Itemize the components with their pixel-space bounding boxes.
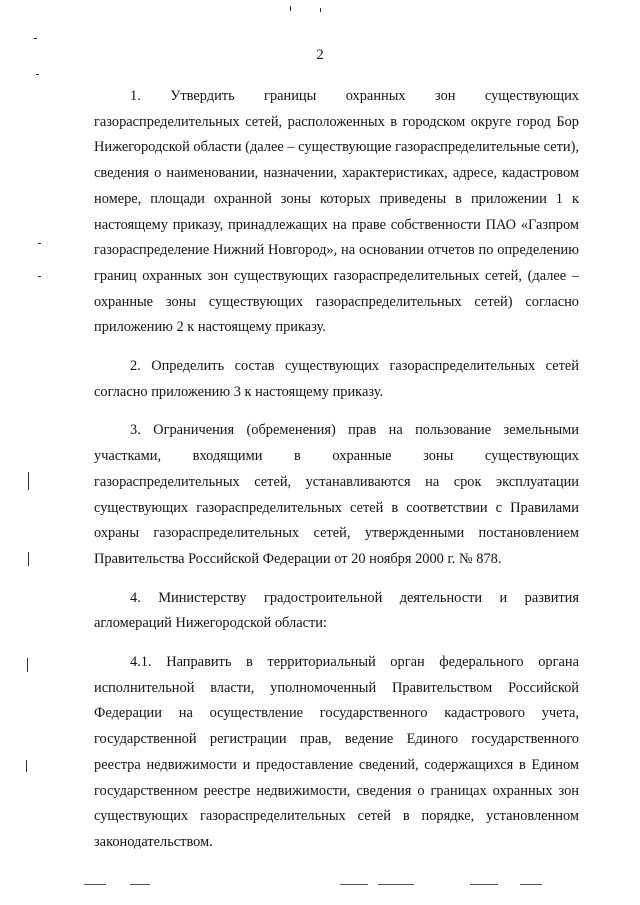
scan-mark (84, 884, 106, 885)
paragraph-4-1: 4.1. Направить в территориальный орган федерального органа исполнительной власти, уполномоченный Правительством Российской Федерации на осуществление государственного кадастрового учета, государственной регистрации прав, ведение Единого государственного реестра недвижимости и предоставление сведений, содержащихся в Едином государственном реестре недвижимости, сведения о границах охранных зон существующих газораспределительных сетей в порядке, установленном законодательством. (94, 654, 579, 850)
document-body (94, 84, 579, 856)
scan-mark (34, 38, 37, 39)
scan-mark (27, 658, 28, 672)
scan-mark (290, 6, 291, 11)
paragraph-1: 1. Утвердить границы охранных зон существующих газораспределительных сетей, расположенных в городском округе город Бор Нижегородской области (далее – существующие газораспределительные сети), сведения о наименовании, назначении, характеристиках, адресе, кадастровом номере, площади охранной зоны которых приведены в приложении 1 к настоящему приказу, принадлежащих на праве собственности ПАО «Газпром газораспределение Нижний Новгород», на основании отчетов по определению границ охранных зон существующих газораспределительных сетей, (далее – охранные зоны существующих газораспределительных сетей) согласно приложению 2 к настоящему приказу. (94, 88, 579, 336)
scan-mark (28, 552, 29, 566)
scan-mark (520, 884, 542, 885)
scan-mark (38, 243, 41, 244)
scan-mark (320, 8, 321, 12)
scan-mark (38, 276, 41, 277)
scan-mark (378, 884, 414, 885)
paragraph-2: 2. Определить состав существующих газораспределительных сетей согласно приложению 3 к настоящему приказу. (94, 358, 579, 400)
scan-mark (470, 884, 498, 885)
scan-mark (130, 884, 150, 885)
scan-mark (26, 760, 27, 772)
scan-mark (28, 472, 29, 490)
paragraph-4: 4. Министерству градостроительной деятельности и развития агломераций Нижегородской области: (94, 589, 579, 632)
scan-mark (36, 74, 39, 75)
scan-mark (340, 884, 368, 885)
paragraph-3: 3. Ограничения (обременения) прав на пользование земельными участками, входящими в охранные зоны существующих газораспределительных сетей, устанавливаются на срок эксплуатации существующих газораспределительных сетей в соответствии с Правилами охраны газораспределительных сетей, утвержденными постановлением Правительства Российской Федерации от 20 ноября 2000 г. № 878. (94, 422, 579, 567)
page-number: 2 (316, 47, 324, 63)
